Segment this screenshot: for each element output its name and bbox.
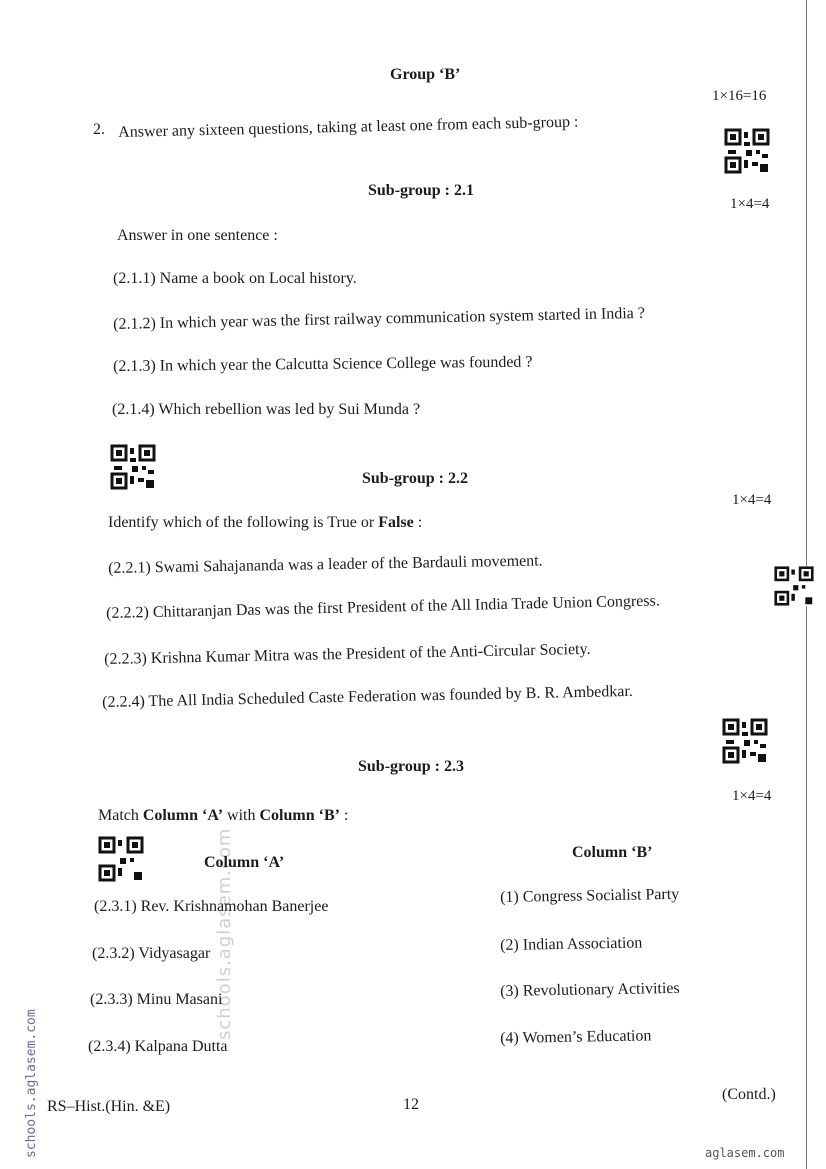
subgroup-2-2-title: Sub-group : 2.2 bbox=[362, 470, 468, 487]
qr-code-icon bbox=[774, 566, 814, 606]
item-text: Women’s Education bbox=[522, 1027, 652, 1047]
question-2-1-2 bbox=[113, 305, 645, 334]
item-number: (2.3.3) bbox=[90, 991, 133, 1008]
instruction-with: with bbox=[227, 807, 256, 824]
match-a-2 bbox=[92, 945, 210, 963]
item-text: Congress Socialist Party bbox=[522, 885, 680, 906]
group-marks: 1×16=16 bbox=[712, 88, 767, 104]
item-number: (2.3.1) bbox=[94, 898, 137, 915]
column-b-header: Column ‘B’ bbox=[572, 844, 653, 861]
instruction-column-a: Column ‘A’ bbox=[142, 807, 224, 824]
match-b-2 bbox=[500, 935, 642, 955]
group-title: Group ‘B’ bbox=[390, 66, 461, 83]
item-number: (2.2.4) bbox=[102, 693, 146, 711]
item-number: (2.2.3) bbox=[104, 650, 148, 668]
column-a-header: Column ‘A’ bbox=[204, 854, 285, 871]
item-number: (2.1.2) bbox=[113, 315, 157, 333]
subgroup-2-1-instruction: Answer in one sentence : bbox=[117, 227, 278, 244]
instruction-colon: : bbox=[413, 514, 423, 531]
question-2-2-1 bbox=[108, 552, 543, 578]
item-number: (2.2.1) bbox=[108, 559, 151, 577]
subgroup-2-3-marks: 1×4=4 bbox=[732, 788, 772, 804]
center-watermark-text: schools.aglasem.com bbox=[214, 827, 235, 1040]
paper-code: RS–Hist.(Hin. &E) bbox=[47, 1098, 171, 1115]
continued-label: (Contd.) bbox=[722, 1086, 776, 1103]
question-2-1-1 bbox=[113, 270, 357, 288]
item-text: Vidyasagar bbox=[138, 945, 211, 962]
qr-code-icon bbox=[722, 718, 768, 764]
item-number: (2.3.2) bbox=[92, 945, 135, 962]
match-a-1 bbox=[94, 898, 328, 916]
question-2-2-4 bbox=[102, 683, 633, 712]
item-text: Minu Masani bbox=[136, 991, 223, 1008]
subgroup-2-1-marks: 1×4=4 bbox=[730, 196, 770, 212]
item-number: (2.2.2) bbox=[106, 604, 150, 622]
item-number: (1) bbox=[500, 888, 519, 906]
question-2-1-3 bbox=[113, 354, 533, 376]
item-text: In which year was the first railway communication system started in India ? bbox=[159, 304, 646, 333]
item-number: (2.1.4) bbox=[112, 401, 155, 418]
subgroup-2-2-marks: 1×4=4 bbox=[732, 492, 772, 508]
item-text: Rev. Krishnamohan Banerjee bbox=[140, 898, 329, 915]
question-2-1-4 bbox=[112, 401, 420, 419]
item-text: The All India Scheduled Caste Federation was founded by B. R. Ambedkar. bbox=[148, 682, 633, 711]
match-b-4 bbox=[500, 1027, 652, 1048]
item-text: Revolutionary Activities bbox=[522, 979, 680, 1000]
match-b-1 bbox=[500, 886, 679, 907]
item-number: (2.3.4) bbox=[88, 1038, 131, 1055]
question-text: Answer any sixteen questions, taking at least one from each sub-group : bbox=[118, 113, 579, 141]
instruction-colon: : bbox=[343, 807, 349, 824]
item-text: Swami Sahajananda was a leader of the Bardauli movement. bbox=[154, 552, 543, 577]
item-text: Chittaranjan Das was the first President of the All India Trade Union Congress. bbox=[152, 592, 660, 621]
match-b-3 bbox=[500, 980, 680, 1001]
subgroup-2-3-title: Sub-group : 2.3 bbox=[358, 758, 464, 775]
qr-code-icon bbox=[110, 444, 156, 490]
question-number: 2. bbox=[93, 121, 105, 138]
item-text: Krishna Kumar Mitra was the President of the Anti-Circular Society. bbox=[150, 640, 591, 668]
item-text: Which rebellion was led by Sui Munda ? bbox=[158, 401, 421, 418]
instruction-text: Identify which of the following is True or bbox=[108, 514, 375, 531]
subgroup-2-3-instruction bbox=[98, 807, 348, 825]
question-2-2-2 bbox=[106, 592, 660, 623]
instruction-text: Match bbox=[98, 807, 139, 824]
item-text: Indian Association bbox=[522, 934, 643, 954]
match-a-4 bbox=[88, 1038, 228, 1056]
instruction-column-b: Column ‘B’ bbox=[259, 807, 340, 824]
question-2-2-3 bbox=[104, 641, 591, 669]
subgroup-2-1-title: Sub-group : 2.1 bbox=[368, 182, 474, 199]
page-number: 12 bbox=[403, 1096, 419, 1113]
item-text: Kalpana Dutta bbox=[134, 1038, 228, 1055]
item-number: (2.1.1) bbox=[113, 270, 156, 287]
item-number: (3) bbox=[500, 982, 519, 1000]
subgroup-2-2-instruction bbox=[108, 514, 422, 532]
qr-code-icon bbox=[724, 128, 770, 174]
qr-code-icon bbox=[98, 836, 144, 882]
item-number: (4) bbox=[500, 1029, 519, 1047]
instruction-bold: False bbox=[378, 514, 414, 531]
item-number: (2) bbox=[500, 936, 519, 954]
site-footer: aglasem.com bbox=[705, 1146, 785, 1160]
side-watermark-text: schools.aglasem.com bbox=[24, 1009, 39, 1158]
match-a-3 bbox=[90, 991, 222, 1009]
item-text: Name a book on Local history. bbox=[159, 270, 357, 287]
item-number: (2.1.3) bbox=[113, 357, 156, 375]
item-text: In which year the Calcutta Science College was founded ? bbox=[159, 353, 533, 375]
